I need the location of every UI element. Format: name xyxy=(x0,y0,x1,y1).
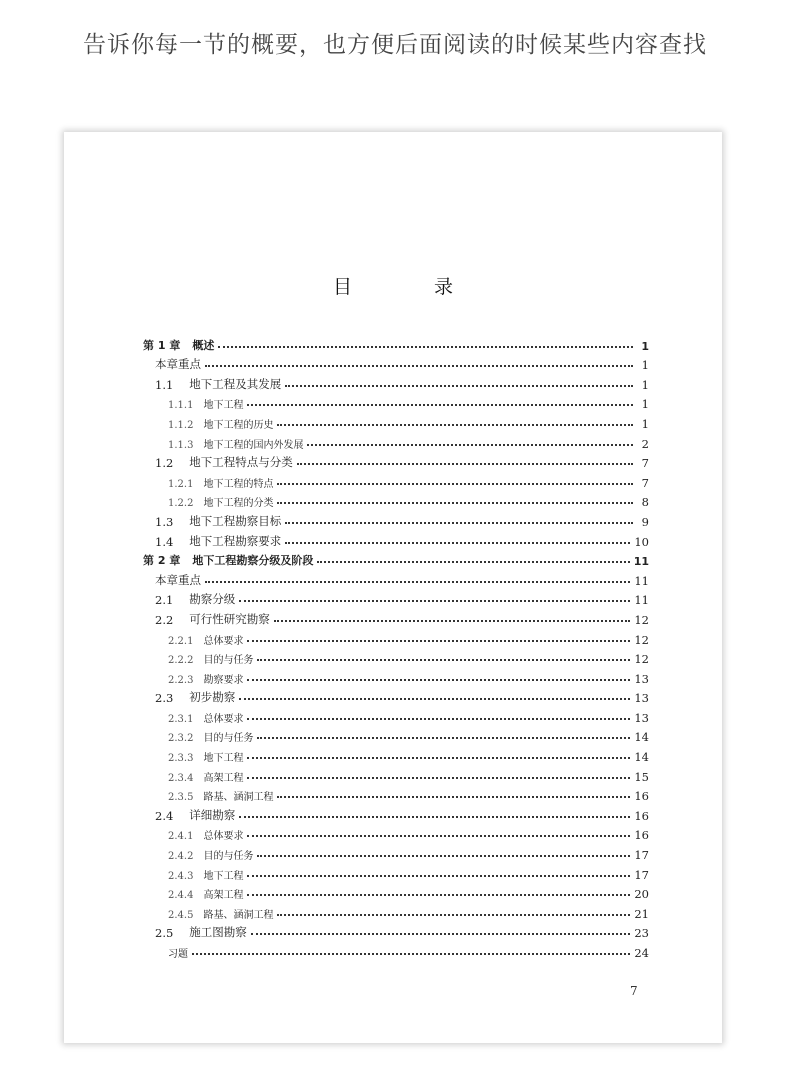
entry-number: 2.4.3 xyxy=(168,870,194,882)
entry-page: 8 xyxy=(641,495,649,510)
toc-chapter-entry[interactable] xyxy=(143,333,649,353)
toc-entry[interactable] xyxy=(143,686,649,706)
entry-label: 地下工程 xyxy=(203,753,244,765)
dot-leader xyxy=(218,346,633,348)
dot-leader xyxy=(285,385,633,387)
entry-label: 总体要求 xyxy=(203,635,244,647)
entry-number: 2.4.2 xyxy=(168,851,194,863)
toc-entry[interactable] xyxy=(143,353,649,373)
entry-page: 16 xyxy=(634,808,649,823)
dot-leader xyxy=(317,561,629,563)
page-number: 7 xyxy=(630,984,638,998)
entry-number: 2.3.3 xyxy=(168,753,194,765)
entry-label: 高架工程 xyxy=(203,772,244,784)
entry-page: 13 xyxy=(634,671,649,686)
toc-entry[interactable] xyxy=(143,921,649,941)
entry-page: 24 xyxy=(634,946,649,960)
entry-label: 地下工程勘察要求 xyxy=(189,533,282,548)
entry-page: 15 xyxy=(634,769,649,784)
entry-page: 11 xyxy=(634,573,649,588)
dot-leader xyxy=(285,522,633,524)
entry-page: 12 xyxy=(634,612,649,627)
entry-label: 习题 xyxy=(168,949,188,960)
entry-page: 16 xyxy=(634,789,649,804)
entry-number: 2.3.2 xyxy=(168,733,194,745)
dot-leader xyxy=(247,404,633,406)
entry-number: 2.4.5 xyxy=(168,909,194,921)
dot-leader xyxy=(277,424,633,426)
entry-number: 1.3 xyxy=(155,514,174,529)
entry-page: 1 xyxy=(641,416,649,431)
entry-number: 2.3.4 xyxy=(168,772,194,784)
dot-leader xyxy=(251,933,631,935)
dot-leader xyxy=(247,894,630,896)
toc-entry[interactable] xyxy=(143,509,649,529)
entry-label: 目的与任务 xyxy=(203,851,254,863)
dot-leader xyxy=(247,875,630,877)
entry-page: 2 xyxy=(641,436,649,451)
entry-label: 地下工程勘察分级及阶段 xyxy=(192,554,314,568)
dot-leader xyxy=(247,640,630,642)
dot-leader xyxy=(247,679,630,681)
entry-label: 地下工程及其发展 xyxy=(189,376,282,391)
entry-label: 地下工程 xyxy=(203,870,244,882)
entry-number: 1.1.1 xyxy=(168,400,194,412)
toc-entry[interactable] xyxy=(143,666,649,686)
toc-entry[interactable] xyxy=(143,627,649,647)
entry-number: 2.3 xyxy=(155,691,174,706)
dot-leader xyxy=(285,542,630,544)
entry-number: 2.4 xyxy=(155,808,174,823)
entry-page: 17 xyxy=(634,867,649,882)
entry-label: 目的与任务 xyxy=(203,733,254,745)
entry-label: 本章重点 xyxy=(155,357,201,372)
entry-page: 12 xyxy=(634,632,649,647)
table-of-contents xyxy=(143,333,649,960)
entry-page: 9 xyxy=(641,514,649,529)
entry-page: 7 xyxy=(641,475,649,490)
entry-page: 1 xyxy=(641,339,649,353)
entry-page: 10 xyxy=(634,534,649,549)
entry-page: 23 xyxy=(634,926,649,941)
document-page xyxy=(64,132,722,1043)
entry-label: 地下工程的历史 xyxy=(203,419,274,431)
dot-leader xyxy=(239,816,630,818)
entry-number: 1.1.3 xyxy=(168,439,194,451)
dot-leader xyxy=(247,718,630,720)
toc-entry[interactable] xyxy=(143,823,649,843)
dot-leader xyxy=(277,502,633,504)
dot-leader xyxy=(297,463,633,465)
caption: 告诉你每一节的概要，也方便后面阅读的时候某些内容查找 xyxy=(83,32,707,58)
entry-number: 1.2.1 xyxy=(168,478,194,490)
entry-number: 第 1 章 xyxy=(143,338,181,352)
entry-number: 1.4 xyxy=(155,534,174,549)
entry-label: 地下工程的国内外发展 xyxy=(203,439,304,451)
toc-entry[interactable] xyxy=(143,725,649,745)
entry-number: 2.1 xyxy=(155,593,174,608)
toc-entry[interactable] xyxy=(143,647,649,667)
entry-number: 2.3.1 xyxy=(168,713,194,725)
toc-entry[interactable] xyxy=(143,588,649,608)
entry-label: 总体要求 xyxy=(203,713,244,725)
entry-page: 11 xyxy=(633,555,649,569)
dot-leader xyxy=(277,796,630,798)
entry-label: 可行性研究勘察 xyxy=(189,611,270,626)
toc-entry[interactable] xyxy=(143,490,649,510)
dot-leader xyxy=(307,444,633,446)
toc-entry[interactable] xyxy=(143,372,649,392)
toc-entry[interactable] xyxy=(143,901,649,921)
entry-page: 7 xyxy=(641,456,649,471)
toc-entry[interactable] xyxy=(143,744,649,764)
entry-number: 2.3.5 xyxy=(168,792,194,804)
dot-leader xyxy=(192,953,630,955)
dot-leader xyxy=(257,737,630,739)
toc-entry[interactable] xyxy=(143,451,649,471)
dot-leader xyxy=(274,620,631,622)
entry-label: 高架工程 xyxy=(203,890,244,902)
entry-label: 路基、涵洞工程 xyxy=(203,792,274,804)
entry-label: 勘察要求 xyxy=(203,674,244,686)
dot-leader xyxy=(205,581,630,583)
entry-label: 勘察分级 xyxy=(189,592,236,607)
entry-label: 概述 xyxy=(192,338,215,352)
entry-label: 路基、涵洞工程 xyxy=(203,909,274,921)
dot-leader xyxy=(257,659,630,661)
entry-label: 目的与任务 xyxy=(203,655,254,667)
entry-page: 16 xyxy=(634,828,649,843)
toc-entry[interactable] xyxy=(143,411,649,431)
entry-number: 2.5 xyxy=(155,926,174,941)
toc-entry[interactable] xyxy=(143,607,649,627)
toc-entry[interactable] xyxy=(143,882,649,902)
entry-number: 2.4.4 xyxy=(168,890,194,902)
toc-entry[interactable] xyxy=(143,862,649,882)
toc-entry[interactable] xyxy=(143,940,649,960)
entry-label: 地下工程特点与分类 xyxy=(189,455,293,470)
toc-entry[interactable] xyxy=(143,470,649,490)
entry-label: 地下工程的分类 xyxy=(203,498,274,510)
entry-page: 11 xyxy=(634,593,649,608)
entry-label: 地下工程的特点 xyxy=(203,478,274,490)
toc-entry[interactable] xyxy=(143,431,649,451)
entry-number: 2.2.3 xyxy=(168,674,194,686)
dot-leader xyxy=(205,365,633,367)
entry-label: 初步勘察 xyxy=(189,690,236,705)
toc-entry[interactable] xyxy=(143,529,649,549)
toc-entry[interactable] xyxy=(143,803,649,823)
entry-label: 施工图勘察 xyxy=(189,925,247,940)
entry-page: 21 xyxy=(634,906,649,921)
dot-leader xyxy=(257,855,630,857)
entry-label: 地下工程 xyxy=(203,400,244,412)
entry-page: 14 xyxy=(634,750,649,765)
entry-label: 详细勘察 xyxy=(189,807,236,822)
dot-leader xyxy=(277,483,633,485)
entry-number: 2.2.1 xyxy=(168,635,194,647)
entry-page: 13 xyxy=(634,710,649,725)
toc-entry[interactable] xyxy=(143,764,649,784)
toc-chapter-entry[interactable] xyxy=(143,549,649,569)
entry-label: 地下工程勘察目标 xyxy=(189,513,282,528)
entry-page: 12 xyxy=(634,652,649,667)
entry-number: 2.2 xyxy=(155,612,174,627)
toc-entry[interactable] xyxy=(143,392,649,412)
entry-page: 13 xyxy=(634,691,649,706)
dot-leader xyxy=(277,914,630,916)
entry-page: 1 xyxy=(641,377,649,392)
entry-number: 1.2 xyxy=(155,456,174,471)
entry-number: 1.1 xyxy=(155,377,174,392)
entry-page: 1 xyxy=(641,397,649,412)
entry-page: 1 xyxy=(641,358,649,373)
dot-leader xyxy=(239,600,630,602)
entry-page: 17 xyxy=(634,848,649,863)
entry-number: 第 2 章 xyxy=(143,554,181,568)
toc-entry[interactable] xyxy=(143,705,649,725)
dot-leader xyxy=(247,777,630,779)
entry-page: 14 xyxy=(634,730,649,745)
dot-leader xyxy=(239,698,630,700)
dot-leader xyxy=(247,835,630,837)
entry-number: 1.2.2 xyxy=(168,498,194,510)
toc-entry[interactable] xyxy=(143,842,649,862)
entry-number: 2.4.1 xyxy=(168,831,194,843)
entry-number: 2.2.2 xyxy=(168,655,194,667)
toc-entry[interactable] xyxy=(143,784,649,804)
toc-entry[interactable] xyxy=(143,568,649,588)
entry-number: 1.1.2 xyxy=(168,419,194,431)
dot-leader xyxy=(247,757,630,759)
entry-page: 20 xyxy=(634,887,649,902)
toc-title: 目 录 xyxy=(332,276,492,298)
entry-label: 总体要求 xyxy=(203,831,244,843)
entry-label: 本章重点 xyxy=(155,572,201,587)
